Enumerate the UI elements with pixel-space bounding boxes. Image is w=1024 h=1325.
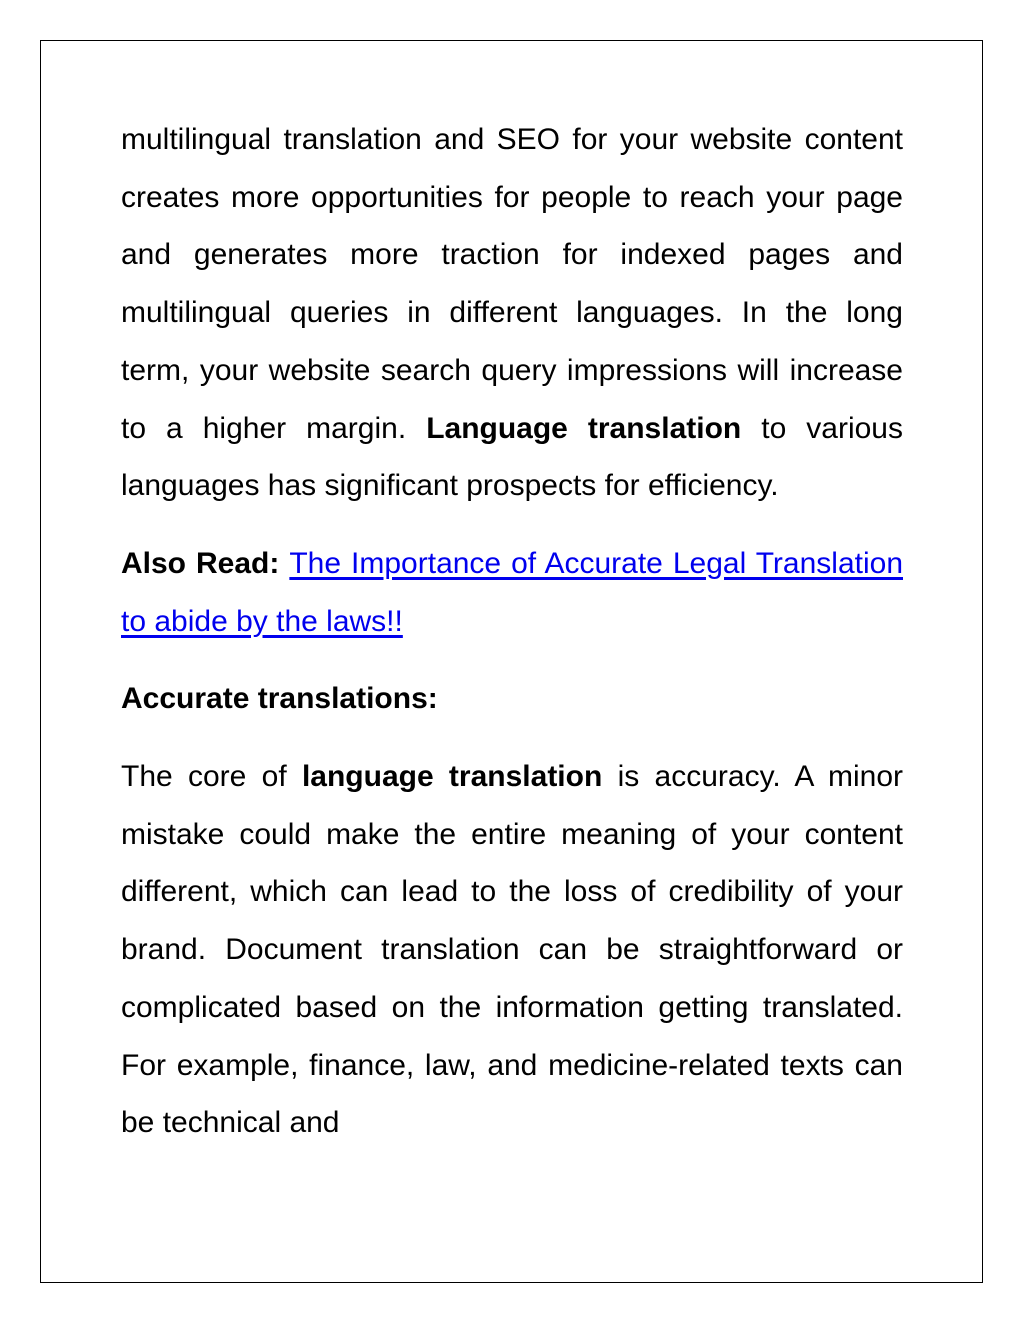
section-heading: Accurate translations: xyxy=(121,682,438,716)
legal-translation-link[interactable]: The Importance of Accurate Legal Translation to abide by the laws!! xyxy=(121,546,903,638)
paragraph-text: multilingual translation and SEO for your website content creates more opportunities for people to reach your page and generates more traction for indexed pages and multilingual queries in different languages. In the long term, your website search query impressions will increase to a higher margin. xyxy=(121,123,903,445)
also-read-label: Also Read: xyxy=(121,546,290,580)
paragraph-multilingual-seo xyxy=(121,111,903,515)
paragraph-text: The core of xyxy=(121,760,302,794)
paragraph-text: is accuracy. A minor mistake could make the entire meaning of your content different, which can lead to the loss of credibility of your brand. Document translation can be straightforward or complicated based on the information getting translated. For example, finance, law, and medicine-related texts can be technical and xyxy=(121,760,903,1140)
document-body xyxy=(121,111,903,1152)
bold-language-translation: Language translation xyxy=(426,411,742,445)
also-read-line xyxy=(121,535,903,650)
paragraph-accuracy xyxy=(121,748,903,1152)
bold-language-translation: language translation xyxy=(301,760,603,794)
paragraph-text: to various languages has significant prospects for efficiency. xyxy=(121,411,903,503)
